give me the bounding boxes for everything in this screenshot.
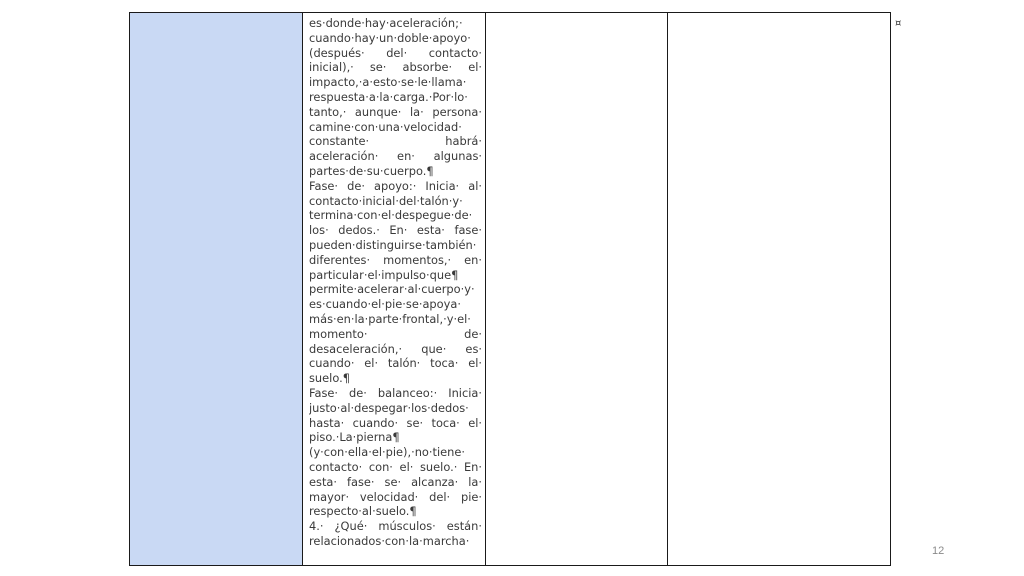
empty-cell-1[interactable] bbox=[486, 13, 668, 565]
text-line: (y·con·ella·el·pie),·no·tiene· bbox=[309, 445, 465, 460]
text-line: relacionados·con·la·marcha· bbox=[309, 533, 470, 548]
document-table bbox=[129, 12, 891, 566]
text-line: aceleración· en· algunas· bbox=[309, 149, 482, 164]
text-line: contacto·inicial·del·talón·y· bbox=[309, 193, 463, 208]
text-line: permite·acelerar·al·cuerpo·y· bbox=[309, 282, 475, 297]
page-number: 12 bbox=[932, 545, 945, 557]
text-line: contacto· con· el· suelo.· En· bbox=[309, 459, 482, 474]
text-line: partes·de·su·cuerpo.¶ bbox=[309, 163, 434, 178]
text-line: respuesta·a·la·carga.·Por·lo· bbox=[309, 89, 468, 104]
text-line: respecto·al·suelo.¶ bbox=[309, 504, 417, 519]
text-line: más·en·la·parte·frontal,·y·el· bbox=[309, 311, 471, 326]
text-cell[interactable] bbox=[303, 13, 486, 565]
text-line: los· dedos.· En· esta· fase· bbox=[309, 223, 482, 238]
text-line: cuando· el· talón· toca· el· bbox=[309, 356, 482, 371]
text-line: Fase· de· balanceo:· Inicia· bbox=[309, 385, 482, 400]
text-line: tanto,· aunque· la· persona· bbox=[309, 104, 482, 119]
text-line: es·donde·hay·aceleración;· bbox=[309, 16, 463, 30]
text-line: desaceleración,· que· es· bbox=[309, 341, 482, 356]
text-line: termina·con·el·despegue·de· bbox=[309, 208, 473, 223]
text-line: (después· del· contacto· bbox=[309, 45, 482, 60]
text-line: camine·con·una·velocidad· bbox=[309, 119, 462, 134]
text-line: es·cuando·el·pie·se·apoya· bbox=[309, 297, 461, 312]
text-line: particular·el·impulso·que¶ bbox=[309, 267, 459, 282]
text-line: 4.· ¿Qué· músculos· están· bbox=[309, 519, 482, 534]
text-line: cuando·hay·un·doble·apoyo· bbox=[309, 30, 471, 45]
end-of-cell-marker: ¤ bbox=[895, 18, 902, 29]
empty-cell-2[interactable] bbox=[668, 13, 890, 565]
text-line: impacto,·a·esto·se·le·llama· bbox=[309, 75, 467, 90]
text-line: momento· de· bbox=[309, 326, 482, 341]
text-line: Fase· de· apoyo:· Inicia· al· bbox=[309, 178, 482, 193]
text-line: diferentes· momentos,· en· bbox=[309, 252, 482, 267]
text-line: justo·al·despegar·los·dedos· bbox=[309, 400, 469, 415]
text-line: inicial),· se· absorbe· el· bbox=[309, 60, 482, 75]
text-line: mayor· velocidad· del· pie· bbox=[309, 489, 482, 504]
text-line: pueden·distinguirse·también· bbox=[309, 237, 477, 252]
text-line: suelo.¶ bbox=[309, 371, 350, 386]
text-line: constante· habrá· bbox=[309, 134, 482, 149]
text-line: esta· fase· se· alcanza· la· bbox=[309, 474, 482, 489]
text-line: hasta· cuando· se· toca· el· bbox=[309, 415, 482, 430]
text-line: piso.·La·pierna¶ bbox=[309, 430, 400, 445]
shaded-column-cell bbox=[130, 13, 303, 565]
